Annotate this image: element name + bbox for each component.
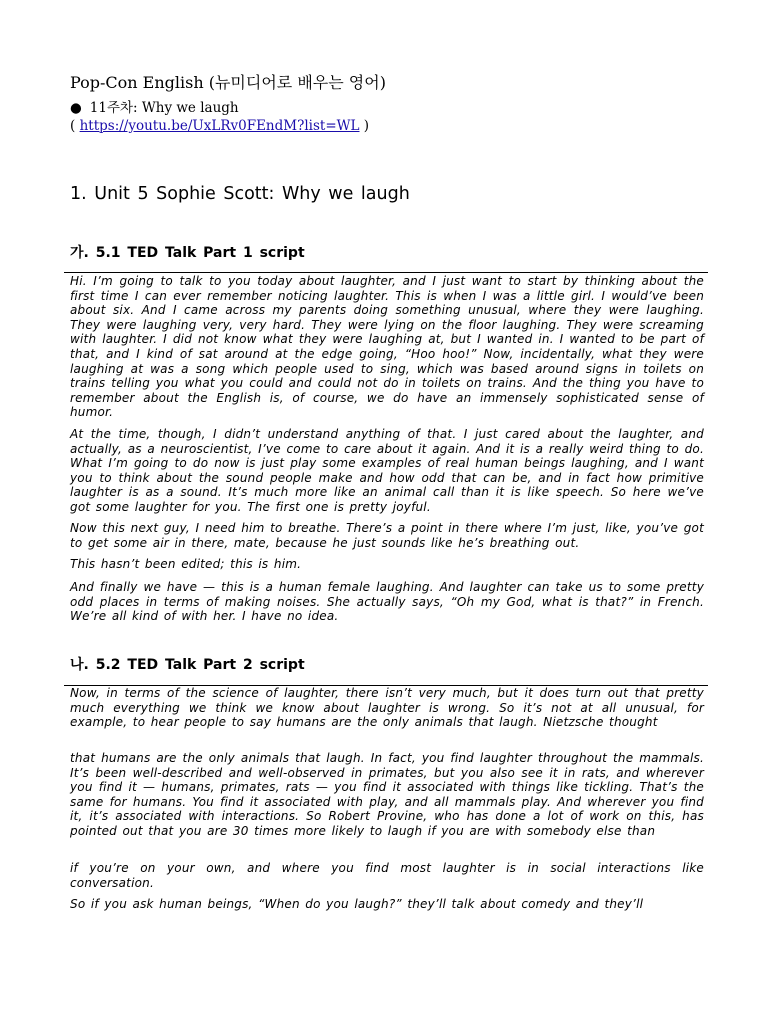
section-1-paragraph-1: Hi. I’m going to talk to you today about laughter, and I just want to start by thinking about the first time I can ever remember noticing laughter. This is when I was a little girl. I would’ve been about six. And I came across my parents doing something unusual, where they were laughing. They were laughing very, very hard. They were lying on the floor laughing. They were screaming with laughter. I did not know what they were laughing at, but I wanted in. I wanted to be part of that, and I kind of sat around at the edge going, “Hoo hoo!” Now, incidentally, what they were laughing at was a song which people used to sing, which was based around signs in toilets on trains telling you what you could and could not do in toilets on trains. And the thing you have to remember about the English is, of course, we do have an immensely sophisticated sense of humor. [70,274,704,420]
bullet-icon: ● [70,100,82,116]
section-1-paragraph-5: And finally we have — this is a human female laughing. And laughter can take us to some pretty odd places in terms of making noises. She actually says, “Oh my God, what is that?” in French. We’re all kind of with her. I have no idea. [70,580,704,624]
section-2-paragraph-1: Now, in terms of the science of laughter, there isn’t very much, but it does turn out that pretty much everything we think we know about laughter is wrong. So it’s not at all unusual, for example, to hear people to say humans are the only animals that laugh. Nietzsche thought [70,686,704,730]
section-1-divider [64,272,708,273]
video-link[interactable]: https://youtu.be/UxLRv0FEndM?list=WL [79,118,360,134]
document-title: Pop-Con English (뉴미디어로 배우는 영어) [70,73,386,92]
link-close-paren: ) [363,118,370,134]
section-1-paragraph-4: This hasn’t been edited; this is him. [70,557,302,571]
link-open-paren: ( [70,118,76,134]
video-link-line [70,118,369,134]
section-1-paragraph-2: At the time, though, I didn’t understand anything of that. I just cared about the laughter, and actually, as a neuroscientist, I’ve come to care about it again. And it is a really weird thing to do. What I’m going to do now is just play some examples of real human beings laughing, and I want you to think about the sound people make and how odd that can be, and in fact how primitive laughter is as a sound. It’s much more like an animal call than it is like speech. So here we’ve got some laughter for you. The first one is pretty joyful. [70,427,704,514]
lesson-line [70,96,239,116]
section-1-title: 가. 5.1 TED Talk Part 1 script [70,245,305,261]
section-2-paragraph-3: if you’re on your own, and where you find most laughter is in social interactions like conversation. [70,861,704,890]
section-1-paragraph-3: Now this next guy, I need him to breathe. There’s a point in there where I’m just, like, you’ve got to get some air in there, mate, because he just sounds like he’s breathing out. [70,521,704,550]
lesson-label: 11주차: Why we laugh [89,100,239,116]
section-2-paragraph-2: that humans are the only animals that laugh. In fact, you find laughter throughout the mammals. It’s been well-described and well-observed in primates, but you also see it in rats, and wherever you find it — humans, primates, rats — you find it associated with things like tickling. That’s the same for humans. You find it associated with play, and all mammals play. And wherever you find it, it’s associated with interactions. So Robert Provine, who has done a lot of work on this, has pointed out that you are 30 times more likely to laugh if you are with somebody else than [70,751,704,838]
section-2-title: 나. 5.2 TED Talk Part 2 script [70,657,305,673]
unit-title: 1. Unit 5 Sophie Scott: Why we laugh [70,184,410,204]
section-2-paragraph-4: So if you ask human beings, “When do you laugh?” they’ll talk about comedy and they’ll [70,897,644,911]
